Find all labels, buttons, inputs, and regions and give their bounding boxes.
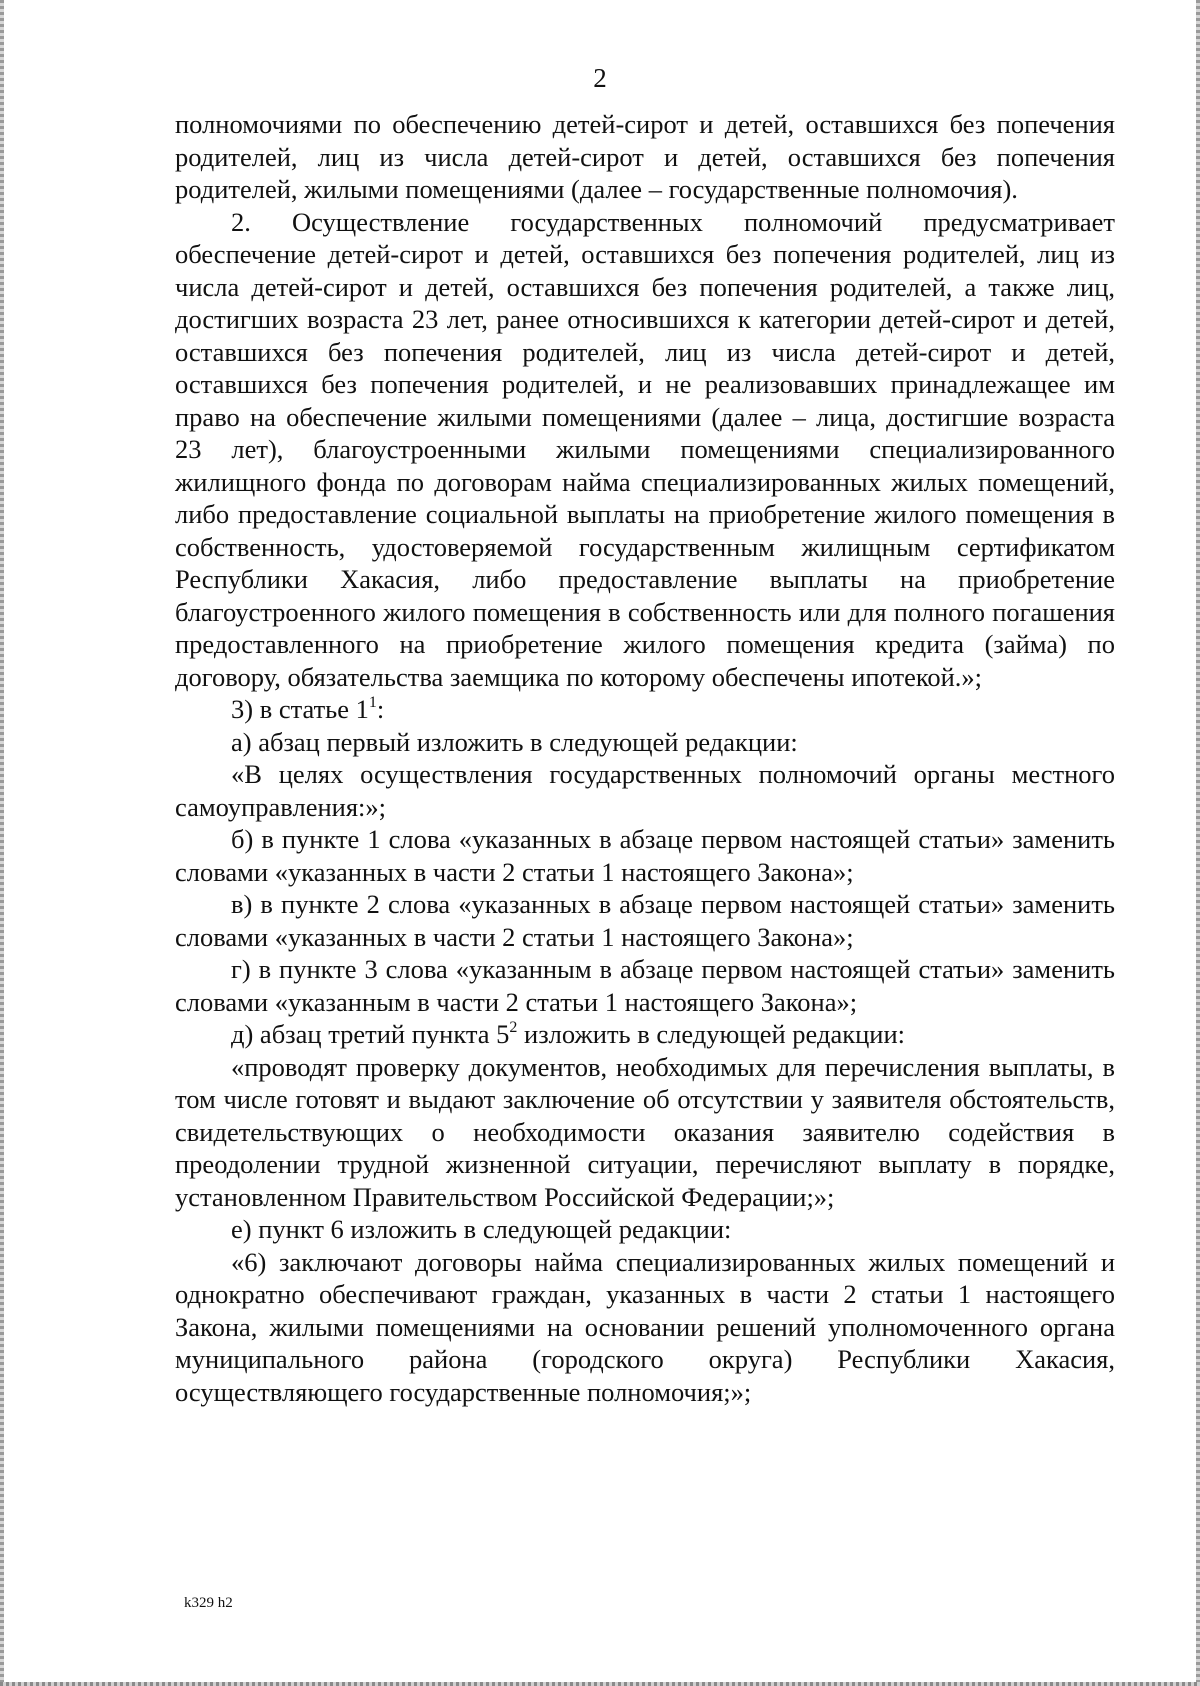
superscript: 1 [368, 694, 377, 711]
paragraph-sub-e: е) пункт 6 изложить в следующей редакции: [231, 1214, 732, 1244]
page-number: 2 [593, 63, 607, 93]
paragraph-sub-v: в) в пункте 2 слова «указанных в абзаце первом настоящей статьи» заменить словами «указанных в части 2 статьи 1 настоящего Закона»; [175, 889, 1115, 952]
paragraph-sub-d-text: д) абзац третий пункта 5 [231, 1019, 510, 1049]
paragraph-sub-d [175, 1018, 1115, 1051]
paragraph-sub-a: а) абзац первый изложить в следующей редакции: [231, 726, 798, 757]
scan-edge-bottom [0, 1682, 1200, 1686]
paragraph-sub-d-tail: изложить в следующей редакции: [517, 1019, 905, 1049]
superscript: 2 [509, 1019, 518, 1036]
paragraph-item-3-tail: : [376, 694, 385, 724]
paragraph-item-2: 2. Осуществление государственных полномочий предусматривает обеспечение детей-сирот и детей, оставшихся без попечения родителей, лиц из числа детей-сирот и детей, оставшихся без попечения родителей, а также лиц, достигших возраста 23 лет, ранее относившихся к категории детей-сирот и детей, оставшихся без попечения родителей, лиц из числа детей-сирот и детей, оставшихся без попечения родителей, и не реализовавших принадлежащее им право на обеспечение жилыми помещениями (далее – лица, достигшие возраста 23 лет), благоустроенными жилыми помещениями специализированного жилищного фонда по договорам найма специализированных жилых помещений, либо предоставление социальной выплаты на приобретение жилого помещения в собственность, удостоверяемой государственным жилищным сертификатом Республики Хакасия, либо предоставление выплаты на приобретение благоустроенного жилого помещения в собственность или для полного погашения предоставленного на приобретение жилого помещения кредита (займа) по договору, обязательства заемщика по которому обеспечены ипотекой.»; [175, 206, 1115, 692]
paragraph-sub-g: г) в пункте 3 слова «указанным в абзаце первом настоящей статьи» заменить словами «указанным в части 2 статьи 1 настоящего Закона»; [175, 954, 1115, 1017]
paragraph-sub-b: б) в пункте 1 слова «указанных в абзаце первом настоящей статьи» заменить словами «указанных в части 2 статьи 1 настоящего Закона»; [175, 824, 1115, 887]
document-code: k329 h2 [184, 1595, 233, 1611]
paragraph-item-3-text: 3) в статье 1 [231, 694, 369, 724]
document-body [175, 108, 1115, 1408]
scan-edge-left [0, 0, 4, 1686]
paragraph-quote-d: «проводят проверку документов, необходимых для перечисления выплаты, в том числе готовят и выдают заключение об отсутствии у заявителя обстоятельств, свидетельствующих о необходимости оказания заявителю содействия в преодолении трудной жизненной ситуации, перечисляют выплату в порядке, установленном Правительством Российской Федерации;»; [175, 1051, 1115, 1212]
paragraph-item-3 [175, 693, 1115, 726]
paragraph-quote-e: «6) заключают договоры найма специализированных жилых помещений и однократно обеспечивают граждан, указанных в части 2 статьи 1 настоящего Закона, жилыми помещениями на основании решений уполномоченного органа муниципального района (городского округа) Республики Хакасия, осуществляющего государственные полномочия;»; [175, 1246, 1115, 1407]
scan-edge-right [1196, 0, 1200, 1686]
paragraph-continuation: полномочиями по обеспечению детей-сирот и детей, оставшихся без попечения родителей, лиц из числа детей-сирот и детей, оставшихся без попечения родителей, жилыми помещениями (далее – государственные полномочия). [175, 109, 1115, 204]
paragraph-quote-a: «В целях осуществления государственных полномочий органы местного самоуправления:»; [175, 759, 1115, 822]
